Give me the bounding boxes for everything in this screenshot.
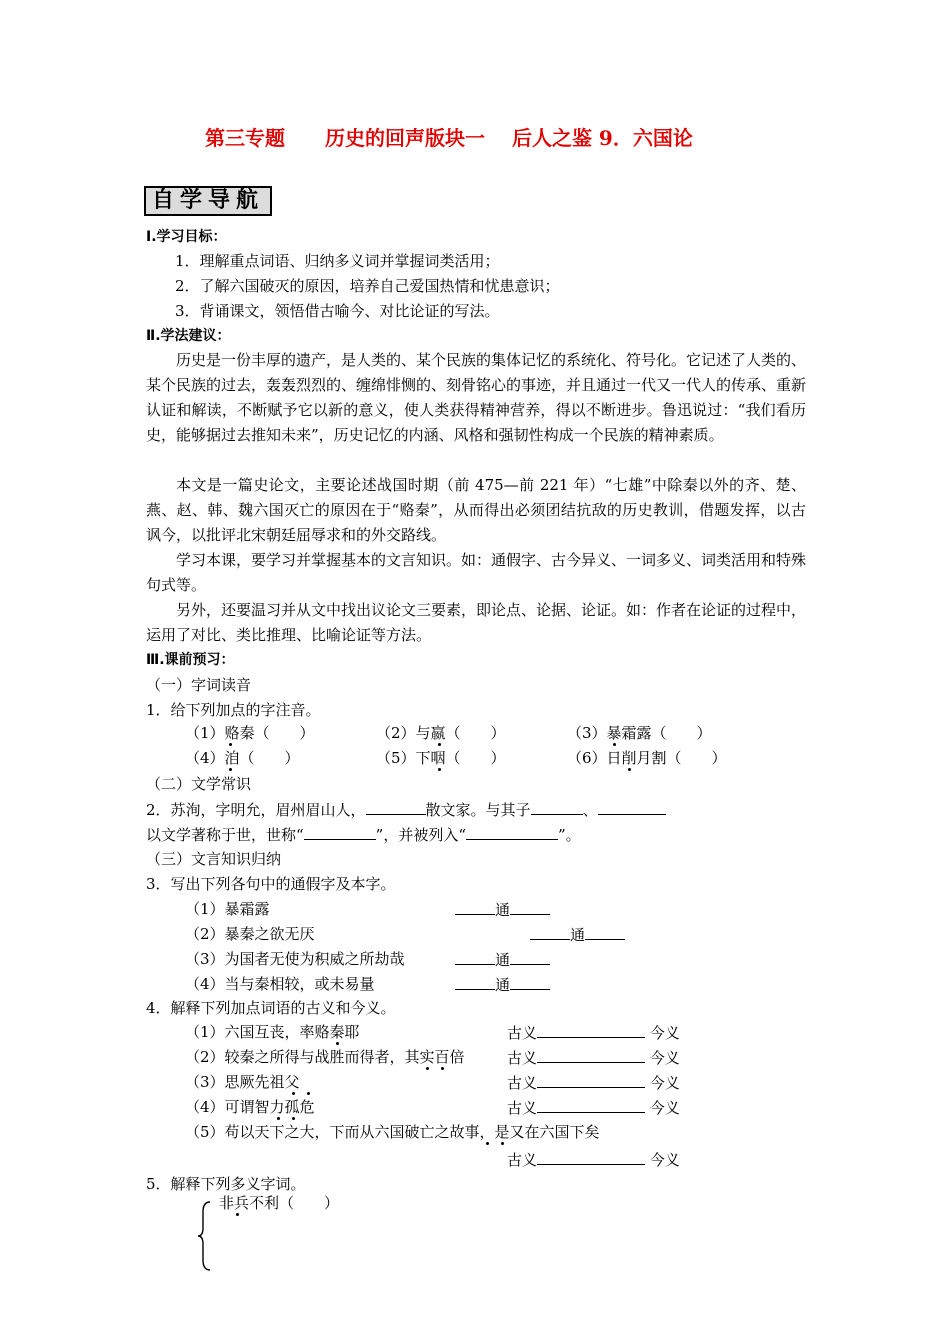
- tong-label: 通: [495, 901, 511, 919]
- q2-text: 散文家。与其子: [425, 801, 531, 819]
- q3-item-2: （2）暴秦之欲无厌: [185, 925, 315, 943]
- answer-blank[interactable]: [455, 975, 495, 990]
- jinyi-label: 今义: [649, 1099, 680, 1117]
- q4-answer-5: [507, 1150, 680, 1169]
- answer-blank[interactable]: [537, 1150, 645, 1165]
- emphasis-dot: [438, 768, 441, 771]
- section-badge: 自学导航: [144, 186, 272, 216]
- answer-blank[interactable]: [537, 1048, 645, 1063]
- question-5-stem: 5．解释下列多义字词。: [146, 1175, 306, 1193]
- q3-item-1: （1）暴霜露: [185, 900, 270, 918]
- pinyin-item-6: [567, 749, 727, 767]
- subsection-3: （三）文言知识归纳: [146, 850, 282, 868]
- answer-blank[interactable]: [530, 925, 570, 940]
- answer-blank[interactable]: [585, 925, 625, 940]
- q3-answer-4: [455, 975, 550, 994]
- question-2-line-1: [146, 800, 666, 819]
- guyi-label: 古义: [507, 1074, 538, 1092]
- question-4-stem: 4．解释下列加点词语的古义和今义。: [146, 999, 396, 1017]
- answer-blank[interactable]: [510, 950, 550, 965]
- q5-item-1: 非兵不利（ ）: [219, 1194, 340, 1212]
- q2-text: ”，并被列入“: [375, 826, 467, 844]
- emphasis-dot: [438, 743, 441, 746]
- paragraph-3: 学习本课，要学习并掌握基本的文言知识。如：通假字、古今异义、一词多义、词类活用和特殊句式等。: [146, 551, 807, 594]
- q4-answer-2: [507, 1048, 680, 1067]
- q4-item-3: （3）思厥先祖父: [185, 1073, 300, 1091]
- q4-answer-3: [507, 1073, 680, 1092]
- answer-blank[interactable]: [455, 950, 495, 965]
- goal-item-1: 1．理解重点词语、归纳多义词并掌握词类活用；: [175, 252, 500, 270]
- jinyi-label: 今义: [649, 1024, 680, 1042]
- jinyi-label: 今义: [649, 1151, 680, 1169]
- answer-blank[interactable]: [455, 900, 495, 915]
- emphasis-dot: [628, 768, 631, 771]
- pinyin-item-2: [376, 724, 506, 742]
- pinyin-item-1: [185, 724, 315, 742]
- emphasis-dot: [426, 1067, 429, 1070]
- tong-label: 通: [570, 926, 586, 944]
- jinyi-label: 今义: [649, 1049, 680, 1067]
- pinyin-item-text: （3）暴霜露（ ）: [567, 724, 712, 742]
- pinyin-item-4: [185, 749, 300, 767]
- emphasis-dot: [613, 743, 616, 746]
- q4-answer-1: [507, 1023, 680, 1042]
- answer-blank[interactable]: [537, 1098, 645, 1113]
- answer-blank[interactable]: [531, 800, 583, 815]
- q4-answer-4: [507, 1098, 680, 1117]
- emphasis-dot: [277, 1117, 280, 1120]
- goal-item-2: 2．了解六国破灭的原因，培养自己爱国热情和忧患意识；: [175, 277, 560, 295]
- emphasis-dot: [229, 743, 232, 746]
- pinyin-item-text: （2）与嬴（ ）: [376, 724, 506, 742]
- q4-item-4: （4）可谓智力孤危: [185, 1098, 315, 1116]
- q4-item-2: （2）较秦之所得与战胜而得者，其实百倍: [185, 1048, 465, 1066]
- q2-text: 2．苏洵，字明允，眉州眉山人，: [146, 801, 366, 819]
- answer-blank[interactable]: [537, 1023, 645, 1038]
- subsection-1: （一）字词读音: [146, 676, 252, 694]
- answer-blank[interactable]: [466, 825, 558, 840]
- guyi-label: 古义: [507, 1049, 538, 1067]
- question-3-stem: 3．写出下列各句中的通假字及本字。: [146, 875, 396, 893]
- paragraph-2: 本文是一篇史论文，主要论述战国时期（前 475—前 221 年）“七雄”中除秦以外的齐、楚、燕、赵、韩、魏六国灭亡的原因在于“赂秦”，从而得出必须团结抗敌的历史教训，借题发挥，以古讽今，以批评北宋朝廷屈辱求和的外交路线。: [146, 476, 806, 544]
- question-2-line-2: [146, 825, 581, 844]
- answer-blank[interactable]: [537, 1073, 645, 1088]
- answer-blank[interactable]: [510, 900, 550, 915]
- section1-heading: Ⅰ.学习目标：: [146, 229, 227, 245]
- pinyin-item-text: （1）赂秦（ ）: [185, 724, 315, 742]
- emphasis-dot: [501, 1142, 504, 1145]
- q4-item-5: （5）苟以天下之大，下而从六国破亡之故事，是又在六国下矣: [185, 1123, 600, 1141]
- pinyin-item-text: （5）下咽（ ）: [376, 749, 506, 767]
- emphasis-dot: [336, 1042, 339, 1045]
- q2-text: ”。: [558, 826, 581, 844]
- paragraph-4: 另外，还要温习并从文中找出议论文三要素，即论点、论据、论证。如：作者在论证的过程中，运用了对比、类比推理、比喻论证等方法。: [146, 601, 807, 644]
- tong-label: 通: [495, 951, 511, 969]
- q2-text: 、: [582, 801, 598, 819]
- answer-blank[interactable]: [304, 825, 376, 840]
- q3-answer-2: [530, 925, 625, 944]
- emphasis-dot: [292, 1092, 295, 1095]
- answer-blank[interactable]: [598, 800, 666, 815]
- goal-item-3: 3．背诵课文，领悟借古喻今、对比论证的写法。: [175, 302, 500, 320]
- section3-heading: Ⅲ.课前预习：: [146, 652, 235, 668]
- section2-heading: Ⅱ.学法建议：: [146, 328, 231, 344]
- subsection-2: （二）文学常识: [146, 775, 252, 793]
- paragraph-1: 历史是一份丰厚的遗产，是人类的、某个民族的集体记忆的系统化、符号化。它记述了人类的、某个民族的过去，轰轰烈烈的、缠绵悱恻的、刻骨铭心的事迹，并且通过一代又一代人的传承、重新认证和解读，不断赋予它以新的意义，使人类获得精神营养，得以不断进步。鲁迅说过：“我们看历史，能够据过去推知未来”，历史记忆的内涵、风格和强韧性构成一个民族的精神素质。: [146, 351, 807, 444]
- brace-icon: [196, 1200, 214, 1272]
- pinyin-item-3: [567, 724, 712, 742]
- pinyin-item-5: [376, 749, 506, 767]
- emphasis-dot: [441, 1067, 444, 1070]
- emphasis-dot: [236, 1213, 239, 1216]
- tong-label: 通: [495, 976, 511, 994]
- q2-text: 以文学著称于世，世称“: [146, 826, 304, 844]
- emphasis-dot: [307, 1092, 310, 1095]
- emphasis-dot: [229, 768, 232, 771]
- guyi-label: 古义: [507, 1024, 538, 1042]
- q4-item-1: （1）六国互丧，率赂秦耶: [185, 1023, 360, 1041]
- q3-item-3: （3）为国者无使为积威之所劫哉: [185, 950, 405, 968]
- page-title: 第三专题 历史的回声版块一 后人之鉴 9．六国论: [205, 126, 693, 150]
- emphasis-dot: [292, 1117, 295, 1120]
- pinyin-item-text: （6）日削月割（ ）: [567, 749, 727, 767]
- answer-blank[interactable]: [510, 975, 550, 990]
- guyi-label: 古义: [507, 1099, 538, 1117]
- jinyi-label: 今义: [649, 1074, 680, 1092]
- guyi-label: 古义: [507, 1151, 538, 1169]
- q3-answer-3: [455, 950, 550, 969]
- q3-item-4: （4）当与秦相较，或未易量: [185, 975, 375, 993]
- answer-blank[interactable]: [366, 800, 426, 815]
- emphasis-dot: [486, 1142, 489, 1145]
- question-1-stem: 1．给下列加点的字注音。: [146, 701, 321, 719]
- pinyin-item-text: （4）洎（ ）: [185, 749, 300, 767]
- q3-answer-1: [455, 900, 550, 919]
